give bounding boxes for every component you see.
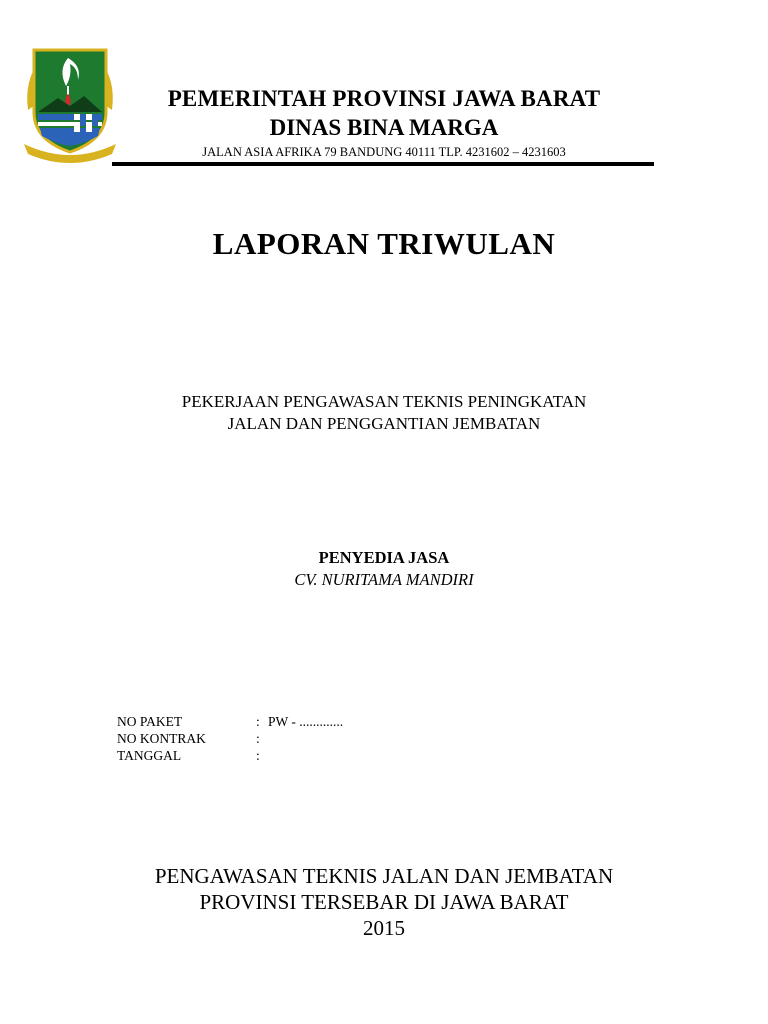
info-row-no-paket xyxy=(117,713,517,730)
info-colon: : xyxy=(256,714,260,729)
department-name: DINAS BINA MARGA xyxy=(269,115,499,140)
provider-label: PENYEDIA JASA xyxy=(318,548,450,567)
footer-line2: PROVINSI TERSEBAR DI JAWA BARAT xyxy=(199,890,569,914)
info-row-no-kontrak xyxy=(117,730,517,747)
project-name xyxy=(100,391,668,435)
info-row-tanggal xyxy=(117,747,517,764)
organization-address: JALAN ASIA AFRIKA 79 BANDUNG 40111 TLP. 4231602 – 4231603 xyxy=(202,145,566,159)
project-name-line1: PEKERJAAN PENGAWASAN TEKNIS PENINGKATAN xyxy=(181,392,587,411)
info-value: PW - ............. xyxy=(268,714,344,729)
report-title: LAPORAN TRIWULAN xyxy=(212,226,556,261)
info-label: TANGGAL xyxy=(117,748,182,763)
west-java-crest-icon xyxy=(18,40,122,164)
info-label: NO PAKET xyxy=(117,714,183,729)
project-name-line2: JALAN DAN PENGGANTIAN JEMBATAN xyxy=(227,414,541,433)
footer-line1: PENGAWASAN TEKNIS JALAN DAN JEMBATAN xyxy=(154,864,614,888)
provider-name: CV. NURITAMA MANDIRI xyxy=(294,570,474,589)
info-colon: : xyxy=(256,731,260,746)
footer-year: 2015 xyxy=(363,916,405,940)
footer-block xyxy=(0,863,768,941)
info-colon: : xyxy=(256,748,260,763)
info-label: NO KONTRAK xyxy=(117,731,206,746)
organization-name: PEMERINTAH PROVINSI JAWA BARAT xyxy=(167,86,601,111)
header-divider xyxy=(112,162,654,166)
info-table xyxy=(117,713,517,764)
